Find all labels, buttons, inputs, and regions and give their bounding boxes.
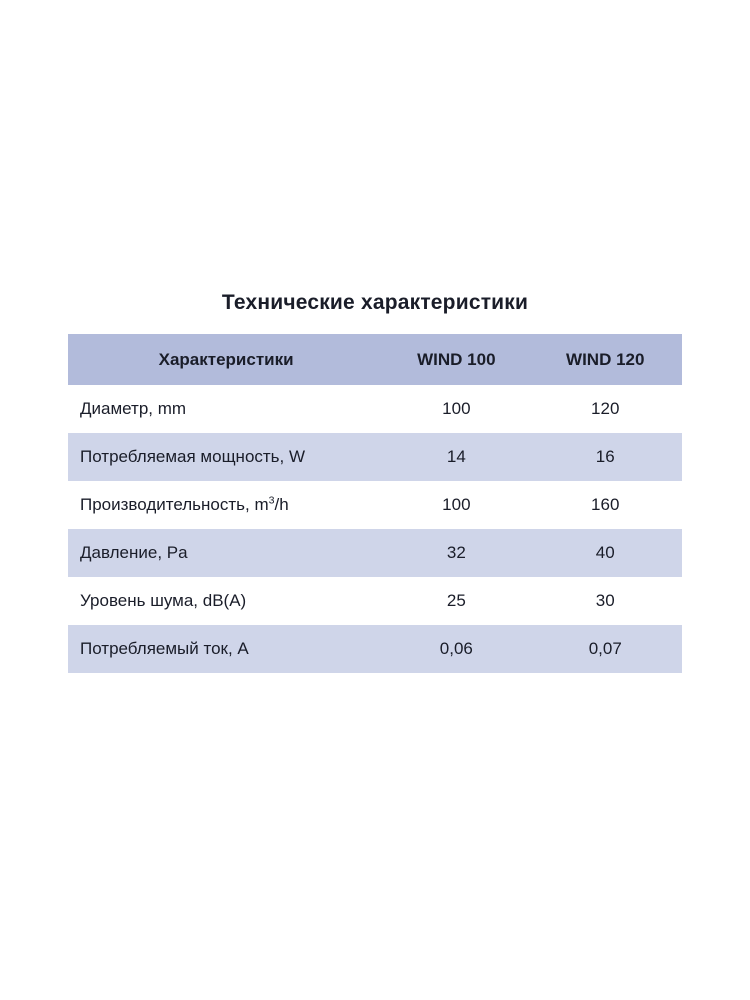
spec-table [68, 334, 682, 673]
row-label: Производительность, $m^3/h$ [68, 481, 384, 529]
value-wind-100: 100 [384, 481, 528, 529]
value-wind-120: 120 [528, 385, 682, 433]
header-wind-100: WIND 100 [384, 334, 528, 385]
header-wind-120: WIND 120 [528, 334, 682, 385]
row-label: Уровень шума, dB(A) [68, 577, 384, 625]
table-row [68, 481, 682, 529]
value-wind-100: 32 [384, 529, 528, 577]
table-row [68, 529, 682, 577]
value-wind-120: 16 [528, 433, 682, 481]
value-wind-100: 14 [384, 433, 528, 481]
table-row [68, 433, 682, 481]
row-label: Давление, Pa [68, 529, 384, 577]
value-wind-120: 30 [528, 577, 682, 625]
table-header-row [68, 334, 682, 385]
table-row [68, 385, 682, 433]
unit-superscript: 3 [268, 494, 275, 507]
table-row [68, 625, 682, 673]
value-wind-120: 0,07 [528, 625, 682, 673]
value-wind-100: 25 [384, 577, 528, 625]
row-label: Потребляемая мощность, W [68, 433, 384, 481]
table-body [68, 385, 682, 673]
header-characteristics: Характеристики [68, 334, 384, 385]
value-wind-120: 160 [528, 481, 682, 529]
row-label: Потребляемый ток, A [68, 625, 384, 673]
value-wind-120: 40 [528, 529, 682, 577]
value-wind-100: 100 [384, 385, 528, 433]
table-row [68, 577, 682, 625]
value-wind-100: 0,06 [384, 625, 528, 673]
page-title: Технические характеристики [221, 291, 529, 314]
table-head [68, 334, 682, 385]
row-label: Диаметр, mm [68, 385, 384, 433]
